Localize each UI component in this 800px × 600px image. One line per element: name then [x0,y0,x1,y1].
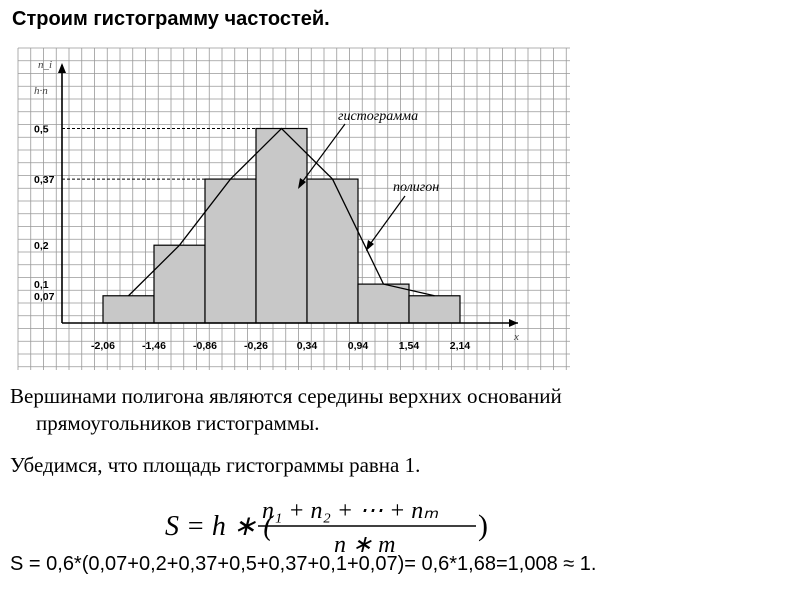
x-tick-label: 0,34 [296,340,318,352]
y-axis-label-top: n_i [38,59,53,71]
y-tick-label: 0,37 [34,174,55,187]
x-tick-label: 2,14 [449,340,471,352]
histogram-bar [358,284,409,323]
polygon-vertices-text [10,383,562,437]
text-line-2: прямоугольников гистограммы. [36,411,320,435]
y-axis-label-bottom: h·n [34,85,48,97]
x-axis-arrow [509,319,518,327]
y-tick-label: 0,07 [34,290,55,303]
x-tick-labels [91,331,519,352]
x-axis-label: x [514,331,519,343]
formula-lhs: S = h ∗ ( [165,511,273,542]
chart-bars [103,129,460,324]
histogram-bar [409,296,460,323]
x-tick-label: 1,54 [398,340,420,352]
y-tick-label: 0,1 [34,279,49,292]
area-check-text: Убедимся, что площадь гистограммы равна 1. [10,453,421,477]
annotation-polygon: полигон [393,180,440,195]
x-tick-label: -0,26 [244,340,268,352]
x-tick-label: -1,46 [142,340,166,352]
annotation-histogram: гистограмма [338,109,419,124]
page-title: Строим гистограмму частостей. [12,8,330,30]
histogram-bar [307,179,358,323]
formula-denominator: n ∗ m [334,532,396,558]
histogram-bar [205,179,256,323]
formula-numerator: n₁ + n₂ + ⋯ + nₘ [262,498,439,524]
area-computation: S = 0,6*(0,07+0,2+0,37+0,5+0,37+0,1+0,07)= 0,6*1,68=1,008 ≈ 1. [10,553,597,575]
y-axis-arrow [58,63,66,73]
formula-close-paren: ) [478,509,488,542]
x-tick-label: -2,06 [91,340,115,352]
y-tick-label: 0,2 [34,240,49,253]
x-tick-label: -0,86 [193,340,217,352]
x-tick-label: 0,94 [347,340,369,352]
histogram-bar [154,245,205,323]
histogram-bar [256,129,307,324]
y-tick-labels [34,59,55,303]
y-tick-label: 0,5 [34,123,49,136]
annotation-polygon-arrowhead [366,240,374,251]
text-line-1: Вершинами полигона являются середины верхних оснований [10,384,562,408]
histogram-bar [103,296,154,323]
